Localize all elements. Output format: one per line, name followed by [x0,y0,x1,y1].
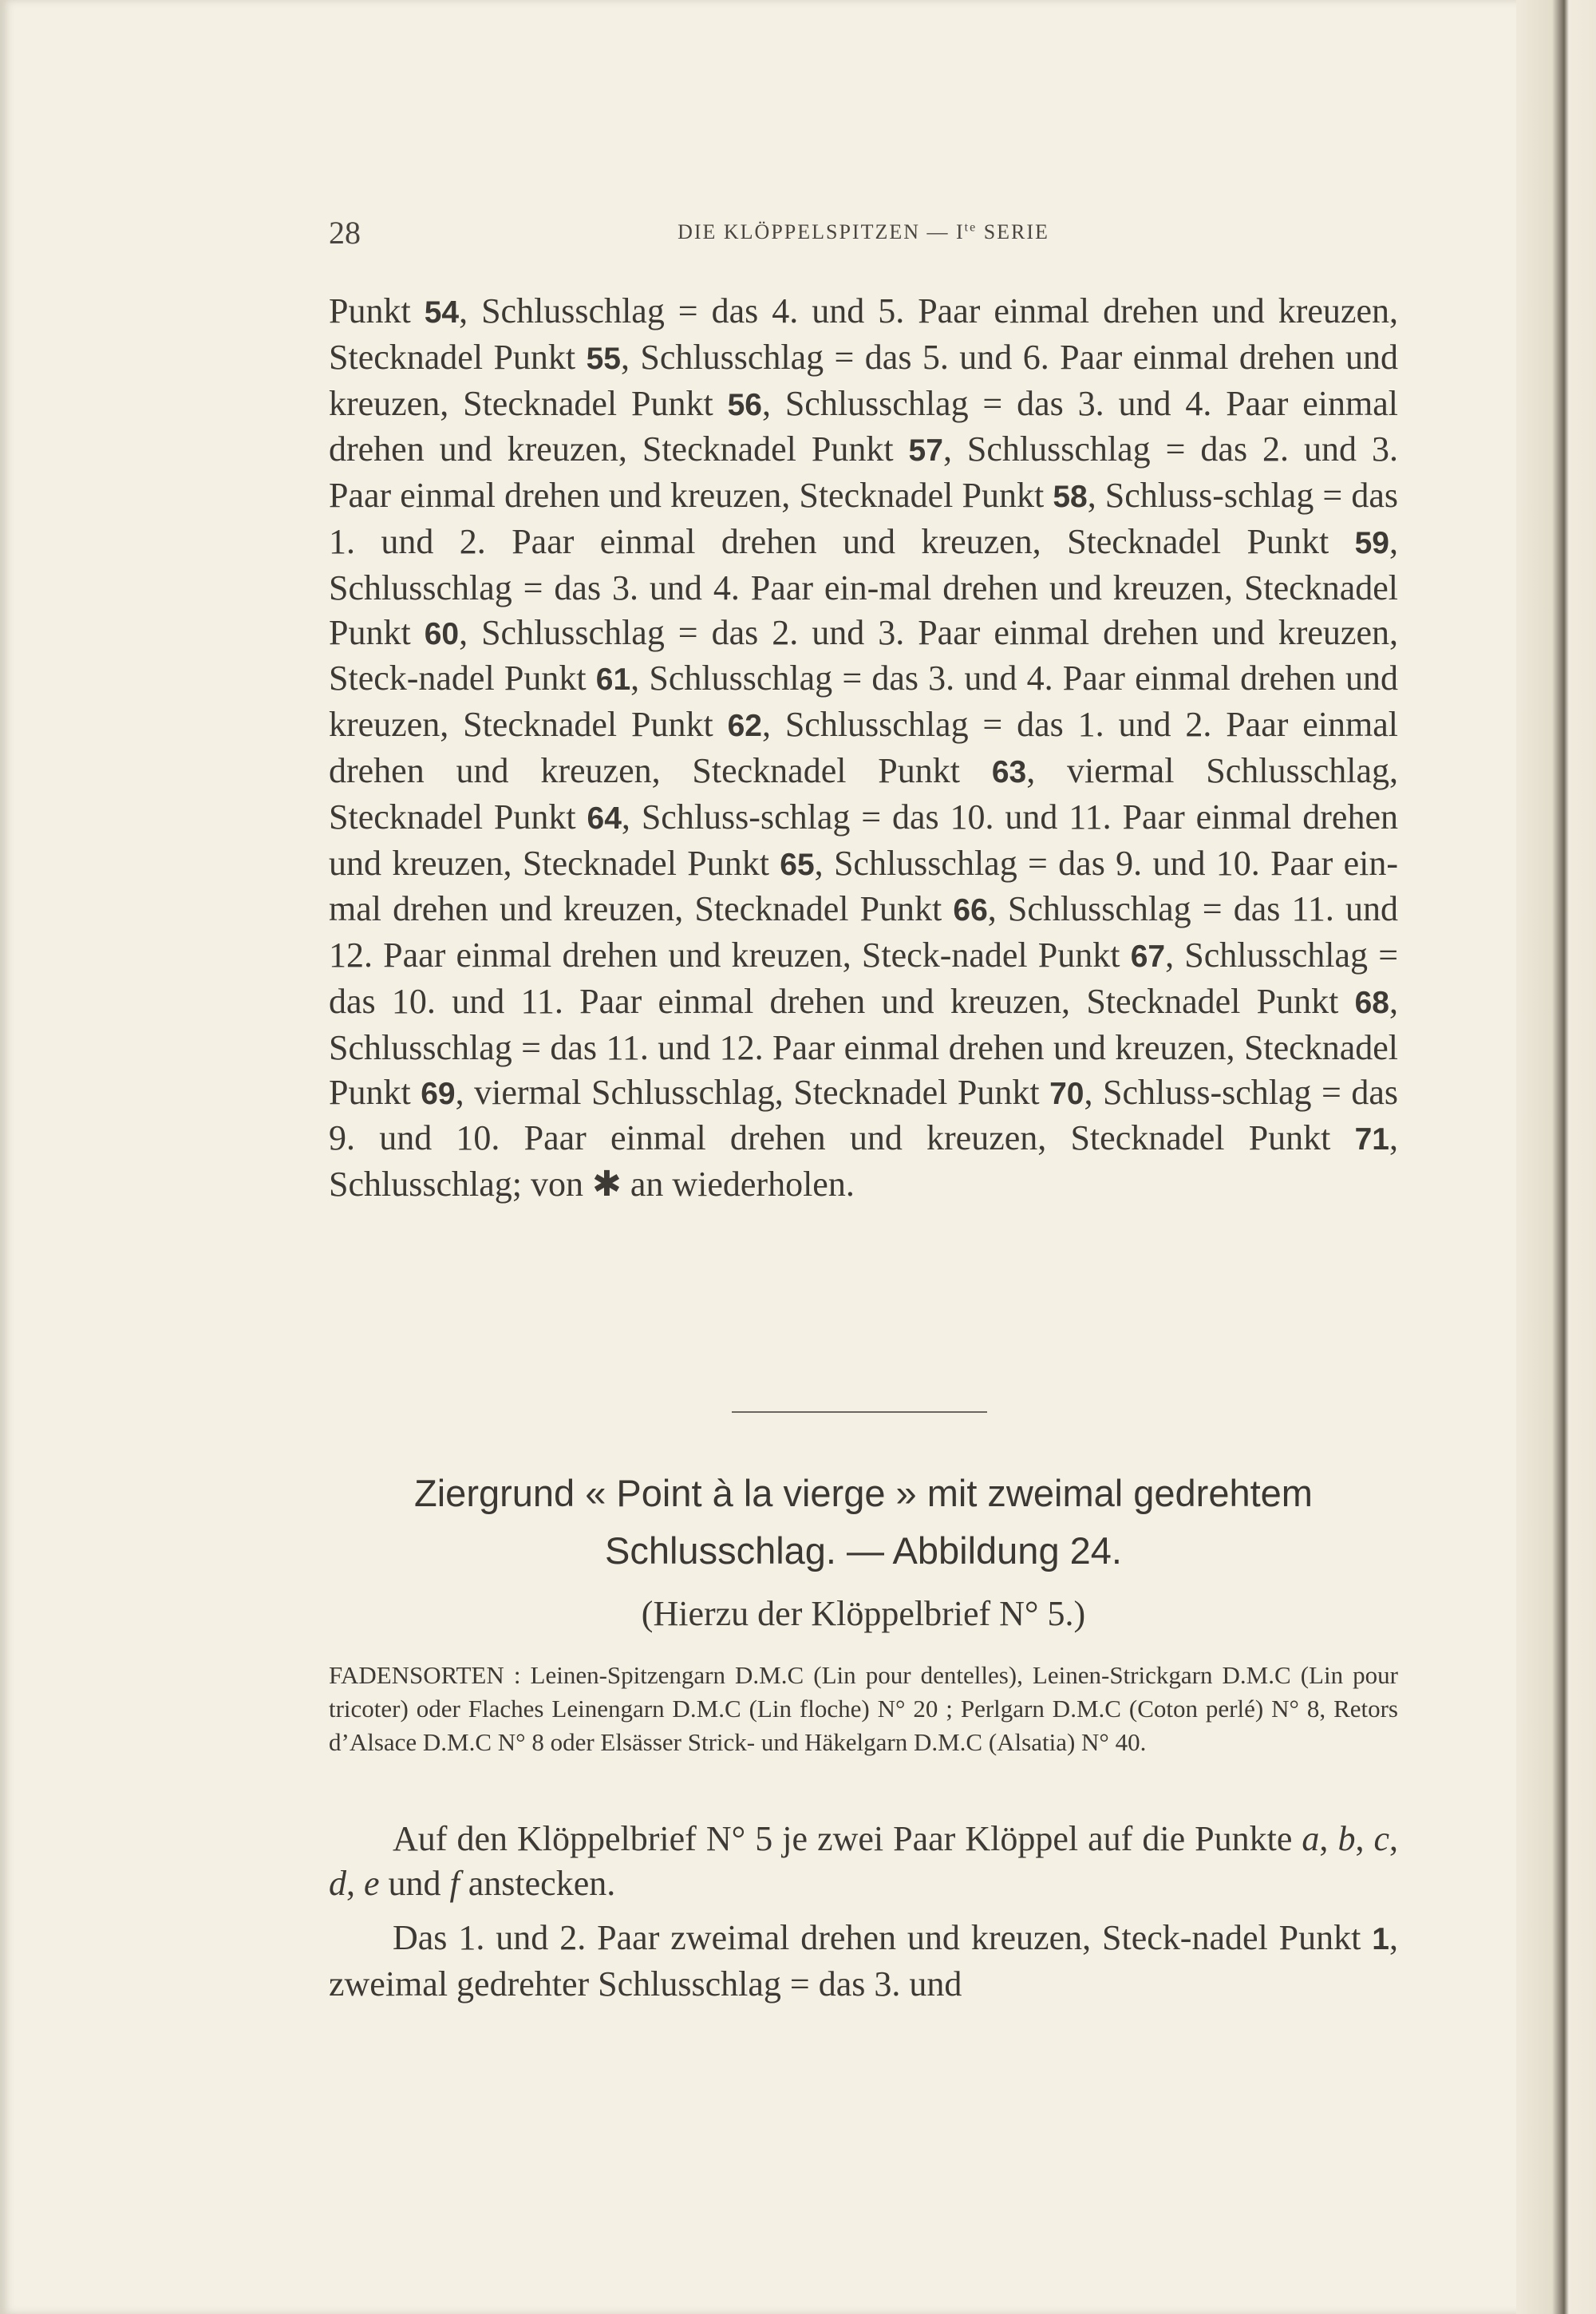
point-number: 58 [1053,480,1088,515]
point-number: 60 [424,616,460,651]
section-heading-line2: Schlusschlag. — Abbildung 24. [605,1529,1122,1572]
page-number: 28 [329,215,361,251]
point-number: 68 [1354,985,1389,1020]
instruction-paragraph-1: Auf den Klöppelbrief N° 5 je zwei Paar Klöppel auf die Punkte a, b, c, d, e und f anstecken. [329,1819,1398,1903]
point-number: 62 [727,709,762,744]
page-edge [1516,0,1596,2314]
point-number: 54 [424,295,460,330]
section-divider [732,1411,987,1413]
point-letter: d [329,1864,346,1903]
point-letter: e [364,1864,380,1903]
point-number: 67 [1130,939,1166,975]
point-letter: f [449,1864,460,1903]
point-letter: b [1337,1819,1356,1858]
point-number: 64 [587,801,622,836]
section-heading-line1: Ziergrund « Point à la vierge » mit zweimal gedrehtem [414,1472,1313,1514]
point-number: 56 [727,387,762,422]
point-number: 69 [421,1076,456,1111]
thread-types-note: FADENSORTEN : Leinen-Spitzengarn D.M.C (Lin pour dentelles), Leinen-Strickgarn D.M.C (Lin pour tricoter) oder Flaches Leinengarn D.M.C (Lin floche) N° 20 ; Perlgarn D.M.C (Coton perlé) N° 8, Retors d’Alsace D.M.C N° 8 oder Elsässer Strick- und Häkelgarn D.M.C (Alsatia) N° 40. [329,1661,1398,1756]
point-number: 57 [908,433,943,469]
page-header [329,214,1398,254]
point-number: 70 [1049,1076,1084,1111]
point-number: 66 [953,893,988,928]
point-number: 71 [1354,1122,1389,1157]
point-letter: c [1373,1819,1389,1858]
point-letter: a [1302,1819,1320,1858]
section-subheading: (Hierzu der Klöppelbrief N° 5.) [641,1594,1086,1633]
instruction-paragraph-2: Das 1. und 2. Paar zweimal drehen und kreuzen, Steck-nadel Punkt 1, zweimal gedrehter Schlusschlag = das 3. und [329,1918,1398,2003]
point-number: 63 [991,754,1027,789]
point-number: 61 [595,663,631,698]
running-head: DIE KLÖPPELSPITZEN — $I^{te}$ SERIE [678,220,1049,243]
point-number: 65 [780,847,815,882]
point-number: 1 [1372,1922,1389,1956]
point-number: 59 [1354,525,1389,560]
section-heading [329,1465,1398,1580]
point-number: 55 [586,341,621,376]
body-paragraph: Punkt 54, Schlusschlag = das 4. und 5. Paar einmal drehen und kreuzen, Stecknadel Punkt 55, Schlusschlag = das 5. und 6. Paar einmal drehen und kreuzen, Stecknadel Punkt 56, Schlusschlag = das 3. und 4. Paar einmal drehen und kreuzen, Stecknadel Punkt 57, Schlusschlag = das 2. und 3. Paar einmal drehen und kreuzen, Stecknadel Punkt 58, Schluss-schlag = das 1. und 2. Paar einmal drehen und kreuzen, Stecknadel Punkt 59, Schlusschlag = das 3. und 4. Paar ein-mal drehen und kreuzen, Stecknadel Punkt 60, Schlusschlag = das 2. und 3. Paar einmal drehen und kreuzen, Steck-nadel Punkt 61, Schlusschlag = das 3. und 4. Paar einmal drehen und kreuzen, Stecknadel Punkt 62, Schlusschlag = das 1. und 2. Paar einmal drehen und kreuzen, Stecknadel Punkt 63, viermal Schlusschlag, Stecknadel Punkt 64, Schluss-schlag = das 10. und 11. Paar einmal drehen und kreuzen, Stecknadel Punkt 65, Schlusschlag = das 9. und 10. Paar ein-mal drehen und kreuzen, Stecknadel Punkt 66, Schlusschlag = das 11. und 12. Paar einmal drehen und kreuzen, Steck-nadel Punkt 67, Schlusschlag = das 10. und 11. Paar einmal drehen und kreuzen, Stecknadel Punkt 68, Schlusschlag = das 11. und 12. Paar einmal drehen und kreuzen, Stecknadel Punkt 69, viermal Schlusschlag, Stecknadel Punkt 70, Schluss-schlag = das 9. und 10. Paar einmal drehen und kreuzen, Stecknadel Punkt 71, Schlusschlag; von ✱ an wiederholen. [329,291,1399,1204]
